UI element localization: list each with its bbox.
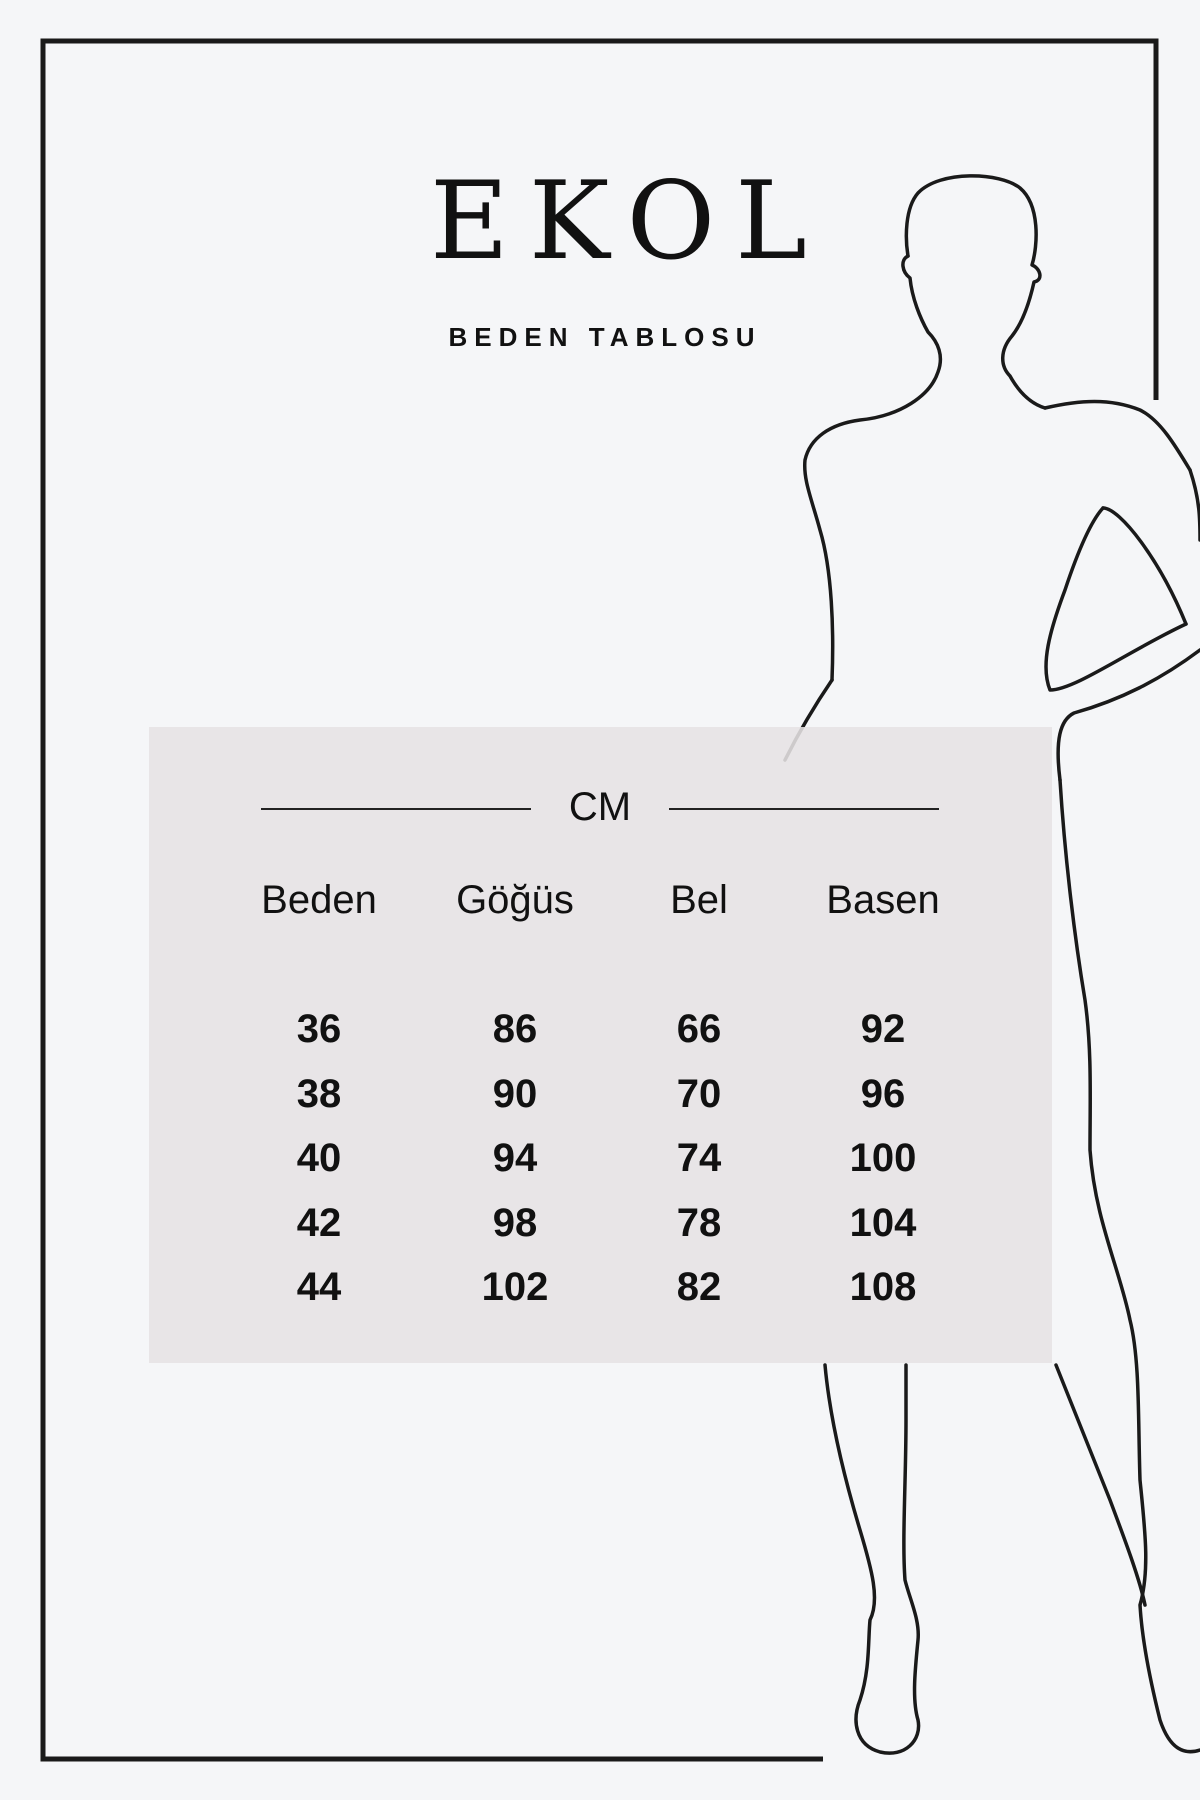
table-cell: 90 xyxy=(492,1071,538,1116)
size-chart-panel xyxy=(149,727,1052,1363)
unit-label: CM xyxy=(568,785,632,829)
column-beden xyxy=(224,875,414,1320)
table-cell: 92 xyxy=(860,1007,906,1051)
table-cell: 70 xyxy=(676,1071,722,1116)
unit-rule-right xyxy=(669,808,939,810)
column-header: Bel xyxy=(670,878,728,922)
table-cell: 94 xyxy=(492,1136,538,1180)
table-cell: 108 xyxy=(849,1265,917,1309)
column-header: Basen xyxy=(826,878,940,922)
table-cell: 38 xyxy=(296,1071,342,1116)
table-cell: 102 xyxy=(481,1265,549,1309)
unit-rule-left xyxy=(261,808,531,810)
unit-row xyxy=(149,777,1052,837)
table-cell: 104 xyxy=(849,1200,917,1245)
page-subtitle: BEDEN TABLOSU xyxy=(448,322,762,352)
table-cell: 96 xyxy=(860,1071,906,1116)
table-cell: 98 xyxy=(492,1200,538,1245)
brand-logo: EKOL xyxy=(430,159,827,284)
table-cell: 86 xyxy=(492,1007,538,1051)
table-cell: 42 xyxy=(296,1200,342,1245)
column-header: Göğüs xyxy=(456,878,574,922)
column-gogus xyxy=(420,875,610,1320)
table-cell: 82 xyxy=(676,1265,722,1309)
table-cell: 44 xyxy=(296,1265,342,1309)
column-bel xyxy=(604,875,794,1320)
table-cell: 36 xyxy=(296,1007,342,1051)
table-cell: 74 xyxy=(676,1136,722,1180)
table-cell: 66 xyxy=(676,1007,722,1051)
column-header: Beden xyxy=(261,878,377,922)
column-basen xyxy=(788,875,978,1320)
table-cell: 40 xyxy=(296,1136,342,1180)
table-cell: 78 xyxy=(676,1200,722,1245)
table-cell: 100 xyxy=(849,1136,917,1180)
